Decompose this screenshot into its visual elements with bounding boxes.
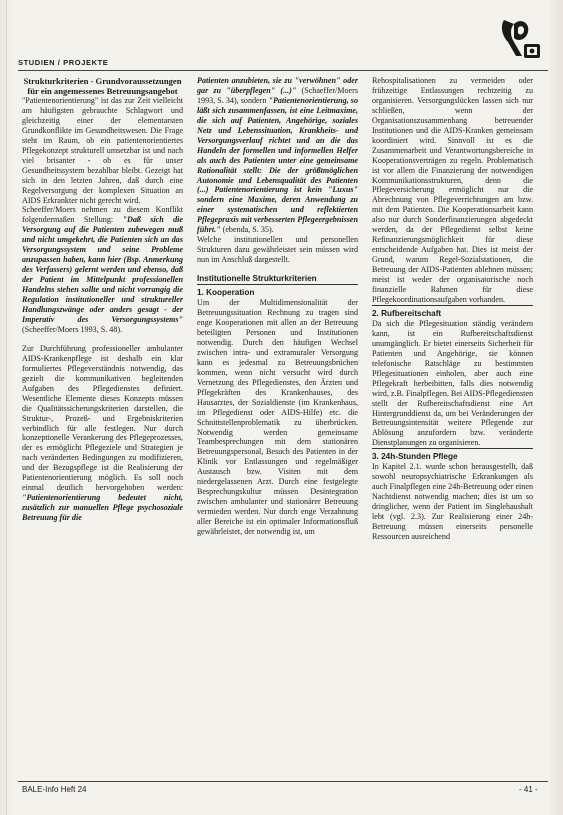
scan-edge bbox=[6, 0, 7, 815]
paragraph: In Kapitel 2.1. wurde schon herausgestellt, daß sowohl neuropsychiatrische Erkrankungen als auch Finalpflegen eine 24h-Betreuung oder einen Nachtdienst notwendig machen; dies ist um so dringlicher, wenn der Patient im Singlehaushalt lebt (vgl. 2.3). Zur Realisierung einer 24h-Betreuung müssen einerseits personelle Ressourcen ausreichend bbox=[372, 462, 533, 541]
paragraph: Zur Durchführung professioneller ambulanter AIDS-Krankenpflege ist deshalb ein klar formuliertes Pflegeverständnis notwendig, das gezielt die kommunikativen begleitenden Aufgaben des Pflegedienstes definiert. Wesentliche Elemente dieses Konzepts müssen die Qualitätssicherungskriterien darstellen, die Struktur-, Prozeß- und Ergebniskriterien verbindlich für alle festlegen. Nur durch konzeptionelle Verankerung des Pflegeprozesses, der es ermöglicht Pflegeziele und Strategien je nach veränderten Bedingungen zu modifizieren, und der Bezugspflege ist die Realisierung der Patientenorientierung möglich. Es soll noch einmal deutlich hervorgehoben werden: "Patientenorientierung bedeutet nicht, zusätzlich zur manuellen Pflege psychosoziale Betreuung für die bbox=[22, 343, 183, 523]
paragraph: "Patientenorientierung" ist das zur Zeit vielleicht am häufigsten gebrauchte Schlagwort und gleichzeitig einer der elementarsten Grundkonflikte im Gesundheitswesen. Die Frage steht im Raum, ob ein patientenorientiertes Pflegekonzept strukturell umsetzbar ist und nach viel brisanter - ob es für unser Gesundheitssystem bezahlbar bleibt. Gezeigt hat sich in den letzten Jahren, daß durch eine Regelversorgung der komplexen Situation an AIDS Erkrankter nicht gerecht wird. bbox=[22, 96, 183, 205]
column-2 bbox=[197, 76, 358, 537]
subheading: 2. Rufbereitschaft bbox=[372, 305, 533, 319]
footer-rule bbox=[18, 781, 548, 782]
subheading: 3. 24h-Stunden Pflege bbox=[372, 448, 533, 462]
paragraph: Um der Multidimensionalität der Betreuungssituation Rechnung zu tragen sind enge Kooperationen mit allen an der Betreuung beteiligten Personen und Institutionen notwendig. Durch den häufigen Wechsel zwischen intra- und extramuraler Versorgung kann es jedesmal zu Betreuungsbrüchen kommen, wenn nicht versucht wird durch Vernetzung des Pflegedienstes, den Ärzten und Pflegekräften des Krankenhauses, des Hausarztes, der Sozialdienste (im Krankenhaus, im Pflegedienst oder AIDS-Hilfe) etc. die Schnittstellenproblematik zu überbrücken. Notwendig werden gemeinsame Teambesprechungen mit dem stationären Betreuungspersonal, Besuch des Patienten in der Klinik vor Entlassungen und regelmäßiger Austausch bzw. Visiten mit dem niedergelassenen Arzt. Durch eine festgelegte Besprechungskultur müssen Desintegration zwischen ambulanter und stationärer Betreuung vermieden werden. Nur durch enge Verzahnung aller Bereiche ist ein optimaler Informationsfluß gewährleistet, der notwendig ist, um bbox=[197, 298, 358, 537]
page-number: - 41 - bbox=[519, 785, 538, 794]
section-label: STUDIEN / PROJEKTE bbox=[18, 58, 109, 67]
ribbon-logo-icon bbox=[496, 16, 544, 64]
paragraph: Scheeffer/Moers nehmen zu diesem Konflikt folgendermaßen Stellung: "Daß sich die Versorgung auf die Patienten zubewegen muß und nicht umgekehrt, die Patienten sich an das Versorgungssystem und seine Probleme anzupassen haben, kann hier (Bsp. Anmerkung des Verfassers) gelernt werden und ebenso, daß der Patient im Mittelpunkt professionellen Handelns stehen sollte und nicht vorrangig die Regulation institutioneller und struktureller Handlungszwänge oder anders gesagt - der Imperativ des Versorgungssystems" (Scheeffer/Moers 1993, S. 48). bbox=[22, 205, 183, 334]
paragraph: Da sich die Pflegesituation ständig verändern kann, ist ein Rufbereitschaftsdienst unumgänglich. Er bietet einerseits Sicherheit für Patienten und Angehörige, sie können telefonische Ratschläge zu bestimmten Pflegesituationen einholen, aber auch eine Pflegekraft herbeibitten, falls dies notwendig wird, z.B. Finalpflegen. Bei AIDS-Pflegediensten stellt der Rufbereitschaftsdienst eine Art Hintergrunddienst da, um bei Veränderungen der Betreuungsintensität weitere Pflegende zur Ablösung anzufordern bzw. veränderte Dienstplanungen zu organisieren. bbox=[372, 318, 533, 448]
header-rule bbox=[18, 70, 548, 71]
quote: "Daß sich die Versorgung auf die Patienten zubewegen muß und nicht umgekehrt, die Patienten sich an das Versorgungssystem und seine Probleme anzupassen haben, kann hier (Bsp. Anmerkung des Verfassers) gelernt werden und ebenso, daß der Patient im Mittelpunkt professionellen Handelns stehen sollte und nicht vorrangig die Regulation institutioneller und struktureller Handlungszwänge oder anders gesagt - der Imperativ des Versorgungssystems" bbox=[22, 215, 183, 324]
article-title: Strukturkriterien - Grundvoraussetzungen für ein angemessenes Betreuungsangebot bbox=[23, 76, 182, 96]
paragraph: Patienten anzubieten, sie zu "verwöhnen" oder gar zu "überpflegen" (...)" (Schaeffer/Moers 1993, S. 34), sondern "Patientenorientierung, so läßt sich zusammenfassen, ist eine Leitmaxime, die sich auf Patienten, Angehörige, soziales Netz und Lebenssituation, Krankheits- und Versorgungsverlauf richtet und an die das Handeln der formellen und informellen Helfer als auch des Patienten unter eine gemeinsame Rationalität stellt: Die der größtmöglichen Autonomie und Lebensqualität des Patienten (...) Patientenorientierung ist kein "Luxus" sondern eine Maxime, deren Anwendung zu einer systematischen und reflektierten Pflegepraxis mit verbesserten Pflegeergebnissen führt." (ebenda, S. 35). bbox=[197, 76, 358, 235]
quote: "Patientenorientierung bedeutet nicht, zusätzlich zur manuellen Pflege psychosoziale Betreuung für die bbox=[22, 493, 183, 523]
quote: "Patientenorientierung, so läßt sich zusammenfassen, ist eine Leitmaxime, die sich auf Patienten, Angehörige, soziales Netz und Lebenssituation, Krankheits- und Versorgungsverlauf richtet und an die das Handeln der formellen und informellen Helfer als auch des Patienten unter eine gemeinsame Rationalität stellt: Die der größtmöglichen Autonomie und Lebensqualität des Patienten (...) Patientenorientierung ist kein "Luxus" sondern eine Maxime, deren Anwendung zu einer systematischen und reflektierten Pflegepraxis mit verbesserten Pflegeergebnissen führt." bbox=[197, 95, 358, 235]
subheading: Institutionelle Strukturkriterien bbox=[197, 274, 317, 284]
column-1 bbox=[22, 76, 183, 523]
footer-journal: BALE-Info Heft 24 bbox=[22, 785, 87, 794]
paragraph: Rehospitalisationen zu vermeiden oder frühzeitige Entlassungen rechtzeitig zu organisieren. Versorgungslücken lassen sich nur schließen, wenn der Organisationszusammenhang betreuender Institutionen und die AIDS-Kranken gemeinsam koordiniert wird. Sinnvoll ist es die Zusammenarbeit und Verantwortungsbereiche in Kooperationsverträgen zu regeln. Problematisch ist vor allem die Finanzierung der notwendigen Kommunikationsstrukturen, denn die Pflegeversicherung ermöglicht nur die Abrechnung von Pflegeverrichtungen am bzw. mit dem Patienten. Die Kooperationsarbeit kann also nur durch Sonderfinanzierungen abgedeckt werden, da der Pflegedienst selbst keine Refinanzierungsmöglichkeit für diese entscheidende Aufgaben hat. Dies ist meist der Grund, warum Regel-Sozialstationen, die Betreuung der AIDS-Patienten ablehnen müssen; meist ist weder der organisatorische noch finanzielle Rahmen für diese Pflegekoordinationsaufgaben vorhanden. bbox=[372, 76, 533, 304]
paragraph: Welche institutionellen und personellen Strukturen dazu gewährleistet sein müssen wird nun im Anschluß dargestellt. bbox=[197, 235, 358, 265]
column-3 bbox=[372, 76, 533, 542]
subheading: 1. Kooperation bbox=[197, 284, 358, 298]
quote: Patienten anzubieten, sie zu "verwöhnen" oder gar zu "überpflegen" (...)" bbox=[197, 76, 358, 95]
